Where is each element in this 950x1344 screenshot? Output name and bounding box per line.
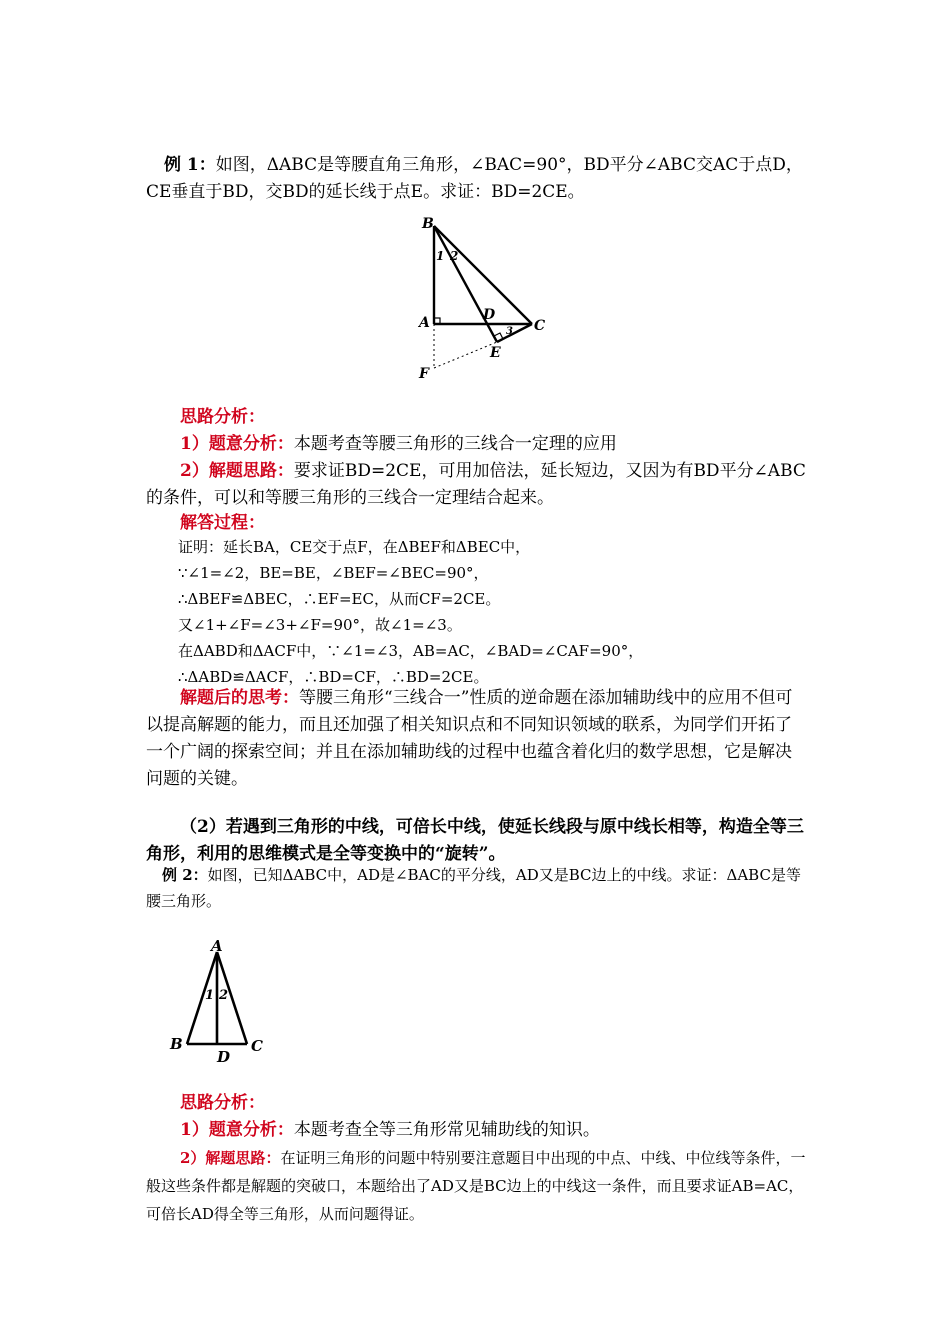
dashed-fe bbox=[434, 342, 497, 368]
analysis1-point1 bbox=[180, 431, 800, 458]
label-e: E bbox=[490, 345, 501, 361]
analysis1-point1-text: 本题考查等腰三角形的三线合一定理的应用 bbox=[293, 434, 617, 454]
proof-line: 又∠1+∠F=∠3+∠F=90°，故∠1=∠3。 bbox=[178, 616, 462, 634]
proof-line: 在ΔABD和ΔACF中，∵∠1=∠3，AB=AC，∠BAD=∠CAF=90°， bbox=[178, 642, 644, 660]
label-c: C bbox=[534, 318, 546, 334]
label-angle-2: 2 bbox=[219, 988, 229, 1003]
analysis2-point2-label: 2）解题思路： bbox=[180, 1149, 281, 1167]
label-angle-2: 2 bbox=[450, 249, 459, 263]
analysis1-point2-label: 2）解题思路： bbox=[180, 461, 294, 481]
analysis1-point2-text: 要求证BD=2CE，可用加倍法，延长短边，又因为有BD平分∠ABC的条件，可以和等腰三角形的三线合一定理结合起来。 bbox=[146, 461, 806, 508]
figure2-isosceles-triangle bbox=[165, 938, 275, 1068]
analysis2-point2-text: 在证明三角形的问题中特别要注意题目中出现的中点、中线、中位线等条件，一般这些条件都是解题的突破口，本题给出了AD又是BC边上的中线这一条件，而且要求证AB=AC，可倍长AD得全等三角形，从而问题得证。 bbox=[146, 1149, 806, 1223]
proof-line: ∴ΔABD≌ΔACF，∴BD=CF，∴BD=2CE。 bbox=[178, 668, 489, 686]
proof-line: ∵∠1=∠2，BE=BE，∠BEF=∠BEC=90°， bbox=[178, 564, 489, 582]
example1-label: 例 1： bbox=[164, 155, 216, 175]
section2-heading: （2）若遇到三角形的中线，可倍长中线，使延长线段与原中线长相等，构造全等三角形，利用的思维模式是全等变换中的“旋转”。 bbox=[146, 817, 804, 864]
label-a: A bbox=[211, 938, 223, 955]
label-angle-3: 3 bbox=[506, 326, 513, 337]
example2-text: 如图，已知ΔABC中，AD是∠BAC的平分线，AD又是BC边上的中线。求证：ΔABC是等腰三角形。 bbox=[146, 866, 801, 910]
proof-line: ∴ΔBEF≌ΔBEC，∴EF=EC，从而CF=2CE。 bbox=[178, 590, 501, 608]
proof-line: 证明：延长BA，CE交于点F，在ΔBEF和ΔBEC中， bbox=[178, 538, 531, 556]
proof-block bbox=[178, 534, 808, 690]
reflection bbox=[146, 685, 806, 793]
reflection-label: 解题后的思考： bbox=[180, 688, 299, 708]
label-a: A bbox=[419, 315, 430, 331]
example2-statement bbox=[146, 862, 806, 914]
label-d: D bbox=[483, 307, 496, 323]
example2-label: 例 2： bbox=[162, 866, 208, 884]
label-b: B bbox=[422, 216, 434, 232]
example1-statement bbox=[146, 152, 806, 206]
analysis2-point1-text: 本题考查全等三角形常见辅助线的知识。 bbox=[293, 1120, 600, 1140]
reflection-text: 等腰三角形“三线合一”性质的逆命题在添加辅助线中的应用不但可以提高解题的能力，而且还加强了相关知识点和不同知识领域的联系，为同学们开拓了一个广阔的探索空间；并且在添加辅助线的过程中也蕴含着化归的数学思想，它是解决问题的关键。 bbox=[146, 688, 793, 789]
analysis2-point1-label: 1）题意分析： bbox=[180, 1120, 294, 1140]
label-angle-1: 1 bbox=[436, 249, 445, 263]
figure1-right-triangle bbox=[410, 212, 560, 382]
label-b: B bbox=[170, 1035, 183, 1053]
analysis2-heading: 思路分析： bbox=[180, 1093, 265, 1113]
segment-ec bbox=[497, 324, 532, 342]
analysis1-point2 bbox=[146, 458, 806, 512]
analysis2-point2 bbox=[146, 1144, 806, 1228]
solution-heading: 解答过程： bbox=[180, 513, 265, 533]
label-angle-1: 1 bbox=[205, 988, 215, 1003]
example1-text: 如图，ΔABC是等腰直角三角形，∠BAC=90°，BD平分∠ABC交AC于点D，CE垂直于BD，交BD的延长线于点E。求证：BD=2CE。 bbox=[146, 155, 803, 202]
label-c: C bbox=[251, 1037, 263, 1055]
label-f: F bbox=[419, 366, 429, 382]
analysis1-heading: 思路分析： bbox=[180, 407, 265, 427]
analysis2-point1 bbox=[180, 1117, 800, 1144]
label-d: D bbox=[217, 1048, 231, 1066]
analysis1-point1-label: 1）题意分析： bbox=[180, 434, 294, 454]
